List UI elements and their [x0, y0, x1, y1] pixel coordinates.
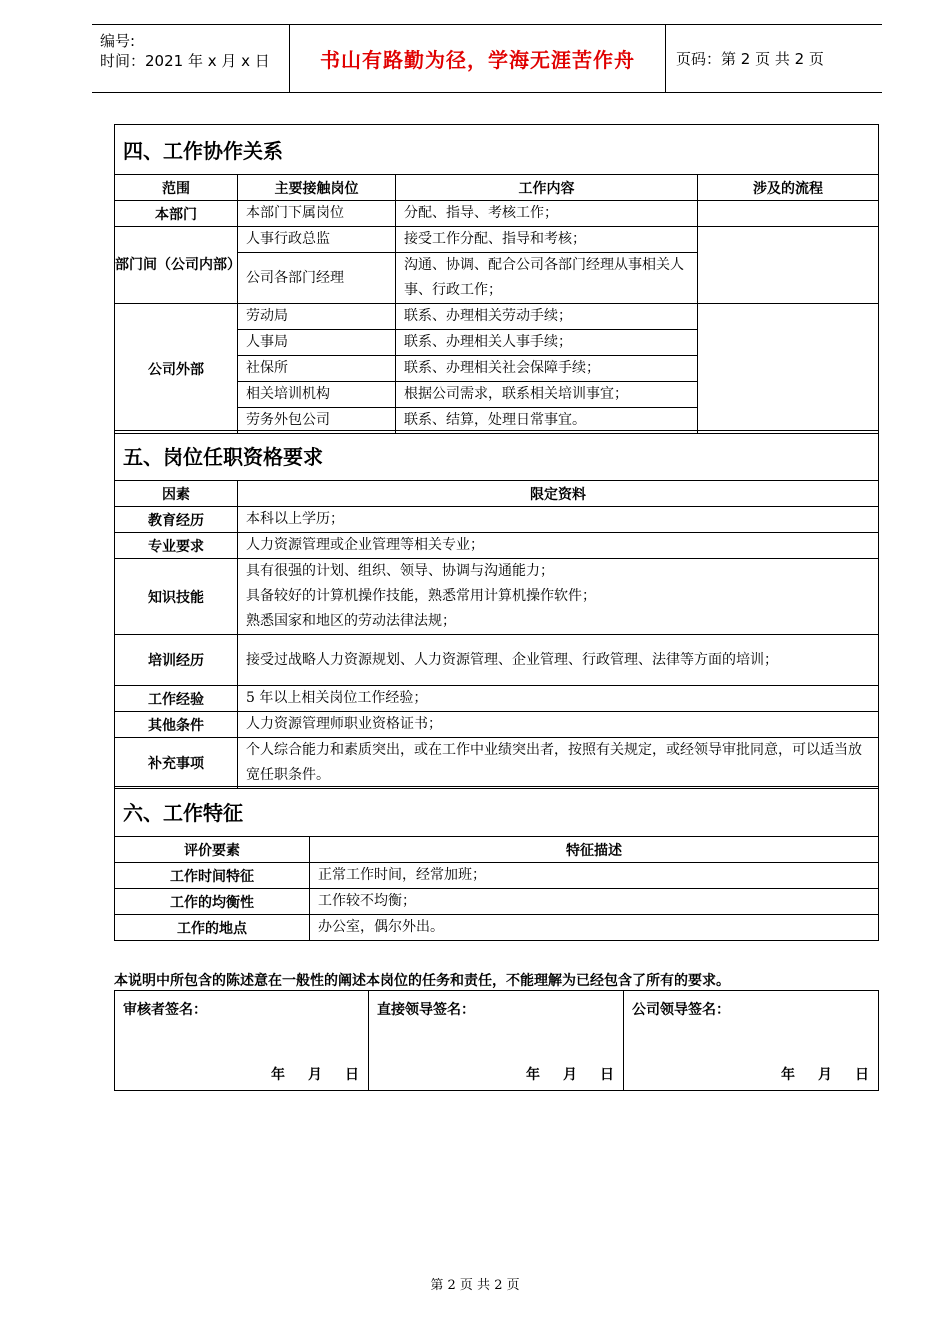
requirement-line: 熟悉国家和地区的劳动法律法规； — [246, 613, 456, 629]
content-cell: 联系、办理相关人事手续； — [396, 330, 698, 356]
post-cell: 人事行政总监 — [238, 227, 396, 253]
requirement-cell: 5 年以上相关岗位工作经验； — [238, 686, 879, 712]
table-row — [115, 227, 879, 253]
requirement-line: 具备较好的计算机操作技能，熟悉常用计算机操作软件； — [246, 588, 596, 604]
requirement-cell: 接受过战略人力资源规划、人力资源管理、企业管理、行政管理、法律等方面的培训； — [238, 635, 879, 686]
column-header: 评价要素 — [115, 837, 310, 863]
table-row — [115, 559, 879, 635]
document-time: 时间：2021 年 x 月 x 日 — [100, 52, 270, 70]
requirement-cell: 人力资源管理或企业管理等相关专业； — [238, 533, 879, 559]
scope-cell: 部门间（公司内部） — [115, 227, 238, 304]
desc-cell: 正常工作时间，经常加班； — [310, 863, 879, 889]
requirement-cell: 个人综合能力和素质突出，或在工作中业绩突出者，按照有关规定，或经领导审批同意，可以适当放宽任职条件。 — [238, 738, 879, 789]
requirement-cell — [238, 559, 879, 635]
post-cell: 公司各部门经理 — [238, 253, 396, 304]
qualification-table — [114, 430, 879, 789]
table-row — [115, 738, 879, 789]
scope-cell: 本部门 — [115, 201, 238, 227]
document-number: 编号: — [100, 32, 136, 50]
column-header: 工作内容 — [396, 175, 698, 201]
factor-cell: 知识技能 — [115, 559, 238, 635]
page-header — [92, 24, 882, 93]
signature-date: 年 月 日 — [271, 1067, 360, 1083]
post-cell: 劳动局 — [238, 304, 396, 330]
process-cell — [698, 227, 879, 304]
table-row — [115, 507, 879, 533]
column-header: 限定资料 — [238, 481, 879, 507]
signature-label: 公司领导签名： — [632, 1002, 730, 1018]
header-meta — [92, 25, 290, 92]
column-header: 涉及的流程 — [698, 175, 879, 201]
column-header: 范围 — [115, 175, 238, 201]
disclaimer-note: 本说明中所包含的陈述意在一般性的阐述本岗位的任务和责任，不能理解为已经包含了所有的要求。 — [114, 973, 730, 989]
signature-date: 年 月 日 — [781, 1067, 870, 1083]
content-cell: 联系、结算，处理日常事宜。 — [396, 408, 698, 434]
table-row — [115, 201, 879, 227]
content-cell: 联系、办理相关社会保障手续； — [396, 356, 698, 382]
table-row — [115, 915, 879, 941]
factor-cell: 专业要求 — [115, 533, 238, 559]
desc-cell: 办公室，偶尔外出。 — [310, 915, 879, 941]
post-cell: 本部门下属岗位 — [238, 201, 396, 227]
post-cell: 相关培训机构 — [238, 382, 396, 408]
page-footer: 第 2 页 共 2 页 — [430, 1278, 520, 1293]
factor-cell: 教育经历 — [115, 507, 238, 533]
factor-cell: 工作的地点 — [115, 915, 310, 941]
factor-cell: 工作经验 — [115, 686, 238, 712]
work-feature-table — [114, 786, 879, 941]
post-cell: 社保所 — [238, 356, 396, 382]
table-row — [115, 686, 879, 712]
process-cell — [698, 304, 879, 434]
factor-cell: 培训经历 — [115, 635, 238, 686]
factor-cell: 补充事项 — [115, 738, 238, 789]
table-row — [115, 635, 879, 686]
scope-cell: 公司外部 — [115, 304, 238, 434]
header-motto: 书山有路勤为径，学海无涯苦作舟 — [290, 25, 666, 92]
section-title: 四、工作协作关系 — [115, 125, 879, 175]
section-title: 六、工作特征 — [115, 787, 879, 837]
signature-label: 审核者签名： — [123, 1002, 207, 1018]
table-row — [115, 533, 879, 559]
table-row — [115, 863, 879, 889]
post-cell: 劳务外包公司 — [238, 408, 396, 434]
signature-date: 年 月 日 — [526, 1067, 615, 1083]
collaboration-table — [114, 124, 879, 434]
signature-cell-company-leader[interactable] — [624, 991, 879, 1091]
signature-cell-reviewer[interactable] — [115, 991, 369, 1091]
content-cell: 联系、办理相关劳动手续； — [396, 304, 698, 330]
signature-label: 直接领导签名： — [377, 1002, 475, 1018]
factor-cell: 工作的均衡性 — [115, 889, 310, 915]
process-cell — [698, 201, 879, 227]
column-header: 特征描述 — [310, 837, 879, 863]
content-cell: 根据公司需求，联系相关培训事宜； — [396, 382, 698, 408]
content-cell: 接受工作分配、指导和考核； — [396, 227, 698, 253]
column-header: 主要接触岗位 — [238, 175, 396, 201]
header-page-number: 页码：第 2 页 共 2 页 — [676, 50, 824, 68]
table-row — [115, 304, 879, 330]
table-row — [115, 889, 879, 915]
content-cell: 分配、指导、考核工作； — [396, 201, 698, 227]
factor-cell: 工作时间特征 — [115, 863, 310, 889]
post-cell: 人事局 — [238, 330, 396, 356]
requirement-line: 具有很强的计划、组织、领导、协调与沟通能力； — [246, 563, 554, 579]
content-cell: 沟通、协调、配合公司各部门经理从事相关人事、行政工作； — [396, 253, 698, 304]
section-title: 五、岗位任职资格要求 — [115, 431, 879, 481]
signature-cell-direct-leader[interactable] — [369, 991, 624, 1091]
factor-cell: 其他条件 — [115, 712, 238, 738]
table-row — [115, 712, 879, 738]
column-header: 因素 — [115, 481, 238, 507]
signature-table — [114, 990, 879, 1091]
requirement-cell: 人力资源管理师职业资格证书； — [238, 712, 879, 738]
desc-cell: 工作较不均衡； — [310, 889, 879, 915]
requirement-cell: 本科以上学历； — [238, 507, 879, 533]
